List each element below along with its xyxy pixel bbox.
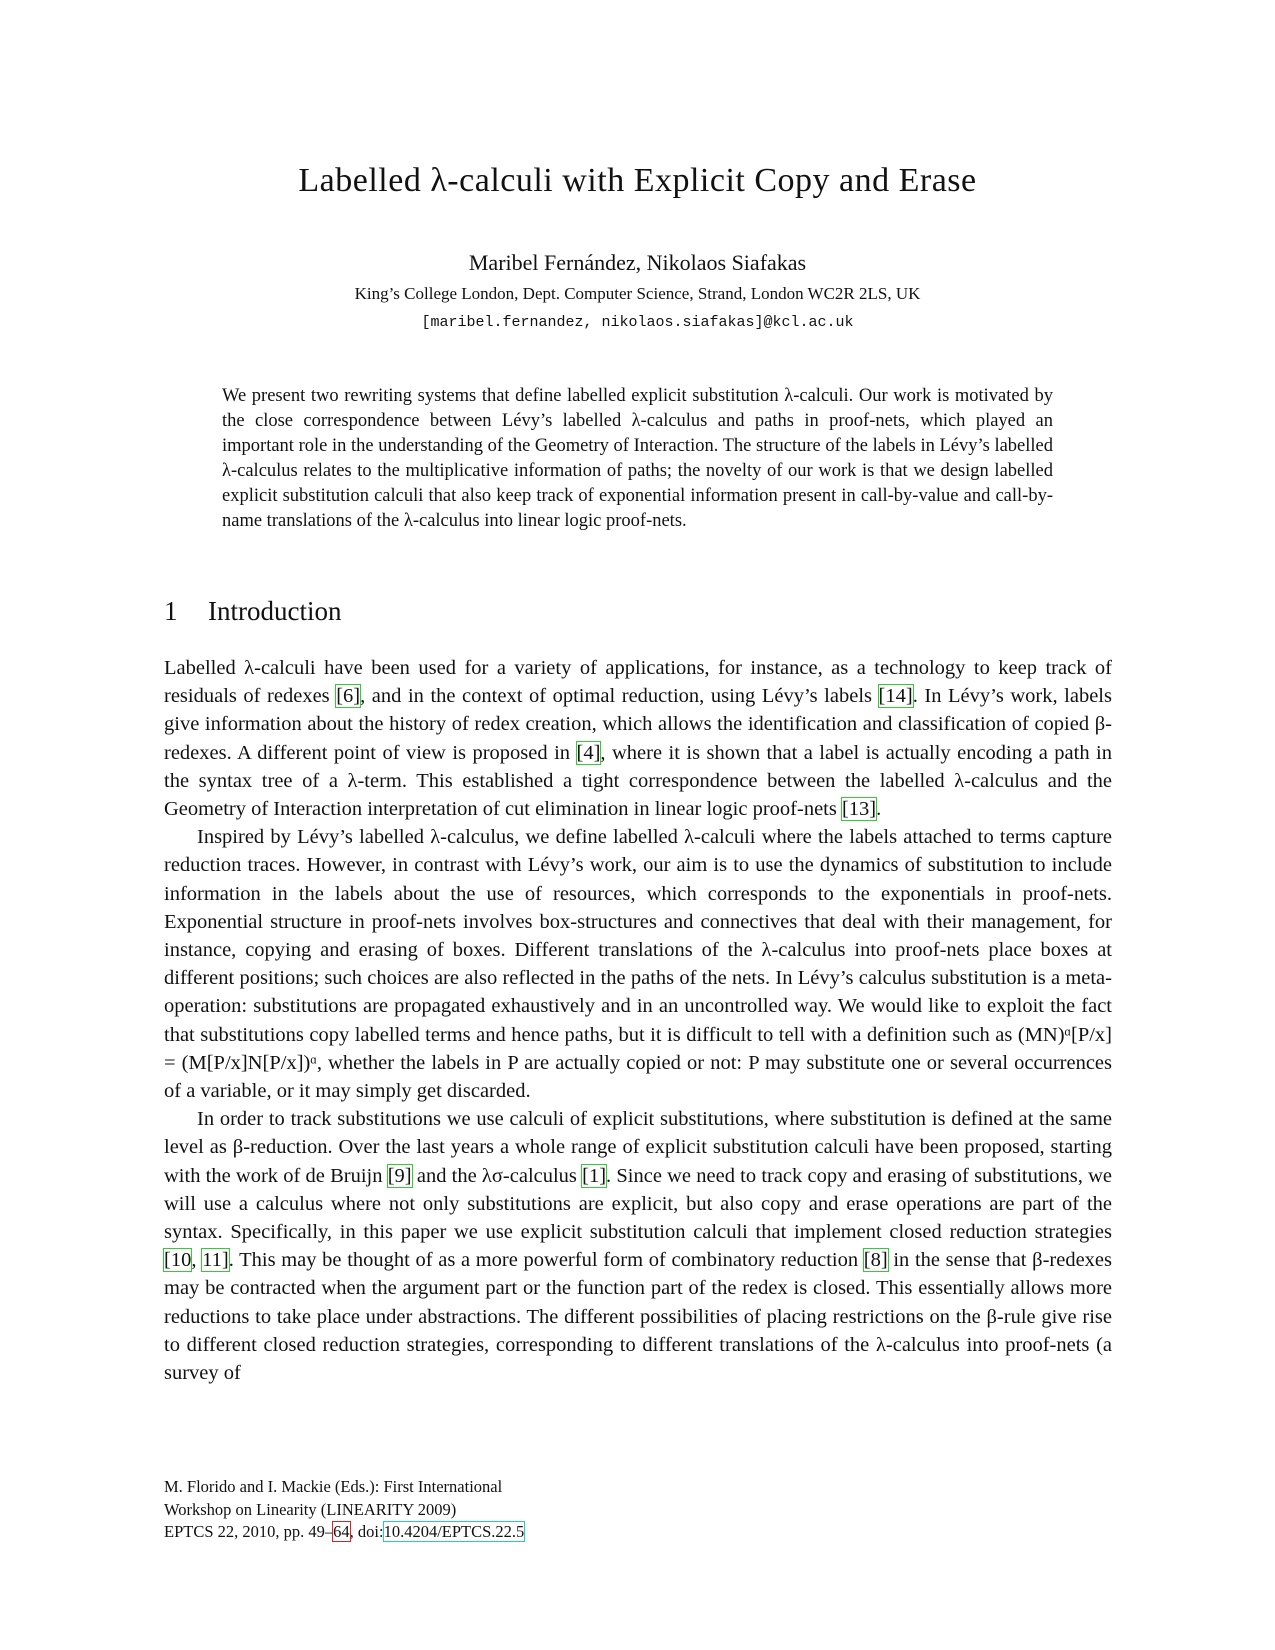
citation-link[interactable]: [4] (576, 741, 601, 764)
paper-title: Labelled λ-calculi with Explicit Copy and Erase (298, 162, 977, 199)
section-body (164, 654, 1112, 1387)
text-run: . (876, 798, 882, 821)
paragraph-2 (164, 823, 1112, 1105)
substitution-formula: (MN)ᵅ[P/x] = (M[P/x]N[P/x])ᵅ (164, 1023, 1112, 1074)
doi-link[interactable]: 10.4204/EPTCS.22.5 (383, 1522, 525, 1541)
text-run: Labelled λ-calculi have been used for a variety of applications, for instance, as a technology to keep track of residuals of redexes (164, 657, 1112, 708)
paragraph-3 (164, 1105, 1112, 1387)
text-run: . Since we need to track copy and erasing of substitutions, we will use a calculus where not only substitutions are explicit, but also copy and erase operations are part of the syntax. Specifically, in this paper we use explicit substitution calculi that implement closed reduction strategies (164, 1164, 1112, 1244)
text-run: . This may be thought of as a more powerful form of combinatory reduction (228, 1249, 864, 1272)
text-run: and the λσ-calculus (411, 1164, 583, 1187)
text-run: , (191, 1249, 203, 1272)
text-run: . In Lévy’s work, labels give information about the history of redex creation, which allows the identification and classification of copied β-redexes. A different point of view is proposed in (164, 685, 1112, 764)
citation-link[interactable]: [9] (387, 1164, 412, 1187)
citation-link[interactable]: [1] (582, 1164, 607, 1187)
text-run: , and in the context of optimal reduction, using Lévy’s labels (360, 685, 879, 708)
text-run: , where it is shown that a label is actually encoding a path in the syntax tree of a λ-term. This established a tight correspondence between the labelled λ-calculus and the Geometry of Interaction interpretation of cut elimination in linear logic proof-nets (164, 741, 1112, 821)
footer-line (164, 1521, 524, 1544)
footer-line: Workshop on Linearity (LINEARITY 2009) (164, 1499, 457, 1519)
last-page-link[interactable]: 64 (333, 1522, 350, 1541)
paragraph-1 (164, 654, 1112, 823)
footer-pages: EPTCS 22, 2010, pp. 49– (164, 1522, 334, 1541)
citation-link[interactable]: 11] (202, 1249, 229, 1272)
citation-link[interactable]: [10 (164, 1249, 192, 1272)
text-run: in the sense that β-redexes may be contracted when the argument part or the function part of the redex is closed. This essentially allows more reductions to take place under abstractions. The different possibilities of placing restrictions on the β-rule give rise to different closed reduction strategies, corresponding to different translations of the λ-calculus into proof-nets (a survey of (164, 1249, 1113, 1385)
citation-link[interactable]: [13] (841, 798, 877, 821)
author-affiliation: King’s College London, Dept. Computer Science, Strand, London WC2R 2LS, UK (354, 284, 921, 303)
citation-link[interactable]: [14] (878, 685, 913, 708)
citation-link[interactable]: [6] (336, 685, 361, 708)
publication-footer (164, 1476, 524, 1544)
doi-label: , doi: (349, 1522, 384, 1541)
paper-authors: Maribel Fernández, Nikolaos Siafakas (468, 250, 807, 275)
section-number: 1 (164, 596, 178, 626)
text-run: Inspired by Lévy’s labelled λ-calculus, we define labelled λ-calculi where the labels attached to terms capture reduction traces. However, in contrast with Lévy’s work, our aim is to use the dynamics of substitution to include information in the labels about the use of resources, which corresponds to the exponentials in proof-nets. Exponential structure in proof-nets involves box-structures and connectives that deal with their management, for instance, copying and erasing of boxes. Different translations of the λ-calculus into proof-nets place boxes at different positions; such choices are also reflected in the paths of the nets. In Lévy’s calculus substitution is a meta-operation: substitutions are propagated exhaustively and in an uncontrolled way. We would like to exploit the fact that substitutions copy labelled terms and hence paths, but it is difficult to tell with a definition such as (164, 826, 1112, 1046)
text-run: , whether the labels in P are actually copied or not: P may substitute one or several occurrences of a variable, or it may simply get discarded. (164, 1051, 1113, 1103)
footer-line: M. Florido and I. Mackie (Eds.): First International (164, 1477, 503, 1496)
text-run: In order to track substitutions we use calculi of explicit substitutions, where substitution is defined at the same level as β-reduction. Over the last years a whole range of explicit substitution calculi have been proposed, starting with the work of de Bruijn (164, 1108, 1112, 1187)
section-title: Introduction (208, 596, 342, 626)
abstract: We present two rewriting systems that define labelled explicit substitution λ-calculi. Our work is motivated by the close correspondence between Lévy’s labelled λ-calculus and paths in proof-nets, which played an important role in the understanding of the Geometry of Interaction. The structure of the labels in Lévy’s labelled λ-calculus relates to the multiplicative information of paths; the novelty of our work is that we design labelled explicit substitution calculi that also keep track of exponential information present in call-by-value and call-by-name translations of the λ-calculus into linear logic proof-nets. (222, 386, 1053, 531)
citation-link[interactable]: [8] (863, 1249, 888, 1272)
author-email: [maribel.fernandez, nikolaos.siafakas]@kcl.ac.uk (421, 314, 854, 331)
section-heading (164, 596, 341, 627)
